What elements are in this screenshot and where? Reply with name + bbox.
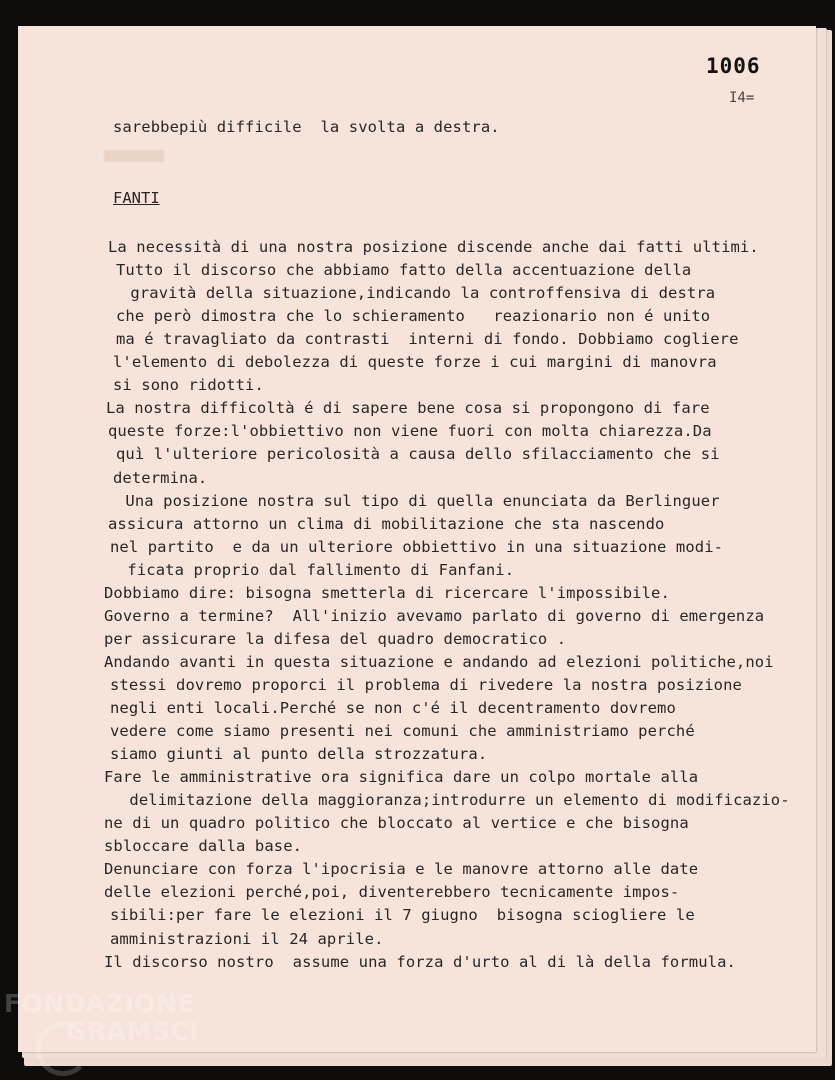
speaker-heading: FANTI bbox=[113, 189, 160, 207]
watermark-line-2: GRAMSCI bbox=[66, 1017, 200, 1046]
text-line: siamo giunti al punto della strozzatura. bbox=[110, 745, 488, 763]
text-line: Il discorso nostro assume una forza d'urto al di là della formula. bbox=[104, 953, 736, 971]
document-page bbox=[18, 26, 816, 1052]
text-line: nel partito e da un ulteriore obbiettivo in una situazione modi- bbox=[110, 538, 724, 556]
watermark-line-1: FONDAZIONE bbox=[4, 989, 196, 1018]
text-line: Una posizione nostra sul tipo di quella enunciata da Berlinguer bbox=[116, 492, 720, 510]
text-line: Andando avanti in questa situazione e andando ad elezioni politiche,noi bbox=[104, 653, 774, 671]
text-line: assicura attorno un clima di mobilitazione che sta nascendo bbox=[108, 515, 665, 533]
opening-line: sarebbepiù difficile la svolta a destra. bbox=[113, 118, 500, 136]
text-line: sibili:per fare le elezioni il 7 giugno bisogna sciogliere le bbox=[110, 906, 695, 924]
text-line: determina. bbox=[113, 469, 208, 487]
text-line: ne di un quadro politico che bloccato al vertice e che bisogna bbox=[104, 814, 689, 832]
text-line: ficata proprio dal fallimento di Fanfani. bbox=[118, 561, 515, 579]
text-line: negli enti locali.Perché se non c'é il decentramento dovremo bbox=[110, 699, 676, 717]
text-line: delle elezioni perché,poi, diventerebbero tecnicamente impos- bbox=[104, 883, 680, 901]
watermark-logo-icon bbox=[36, 1022, 90, 1076]
text-line: sbloccare dalla base. bbox=[104, 837, 303, 855]
text-line: stessi dovremo proporci il problema di rivedere la nostra posizione bbox=[110, 676, 742, 694]
text-line: ma é travagliato da contrasti interni di fondo. Dobbiamo cogliere bbox=[116, 330, 739, 348]
text-line: per assicurare la difesa del quadro democratico . bbox=[104, 630, 567, 648]
text-line: che però dimostra che lo schieramento reazionario non é unito bbox=[116, 307, 711, 325]
text-line: La necessità di una nostra posizione discende anche dai fatti ultimi. bbox=[108, 238, 759, 256]
text-line: quì l'ulteriore pericolosità a causa dello sfilacciamento che si bbox=[116, 445, 720, 463]
text-line: Dobbiamo dire: bisogna smetterla di ricercare l'impossibile. bbox=[104, 584, 670, 602]
text-line: gravità della situazione,indicando la controffensiva di destra bbox=[121, 284, 716, 302]
fondazione-gramsci-watermark bbox=[4, 990, 199, 1046]
text-line: Denunciare con forza l'ipocrisia e le manovre attorno alle date bbox=[104, 860, 699, 878]
bleed-through-mark bbox=[104, 150, 164, 162]
text-line: delimitazione della maggioranza;introdurre un elemento di modificazio- bbox=[120, 791, 790, 809]
text-line: l'elemento di debolezza di queste forze i cui margini di manovra bbox=[113, 353, 717, 371]
sheet-number: I4= bbox=[729, 90, 755, 106]
text-line: vedere come siamo presenti nei comuni che amministriamo perché bbox=[110, 722, 695, 740]
text-line: queste forze:l'obbiettivo non viene fuori con molta chiarezza.Da bbox=[108, 422, 712, 440]
text-line: Governo a termine? All'inizio avevamo parlato di governo di emergenza bbox=[104, 607, 765, 625]
text-line: La nostra difficoltà é di sapere bene cosa si propongono di fare bbox=[106, 399, 710, 417]
text-line: amministrazioni il 24 aprile. bbox=[110, 930, 384, 948]
text-line: si sono ridotti. bbox=[113, 376, 264, 394]
text-line: Tutto il discorso che abbiamo fatto della accentuazione della bbox=[116, 261, 692, 279]
text-line: Fare le amministrative ora significa dare un colpo mortale alla bbox=[104, 768, 699, 786]
page-number: 1006 bbox=[706, 54, 761, 78]
